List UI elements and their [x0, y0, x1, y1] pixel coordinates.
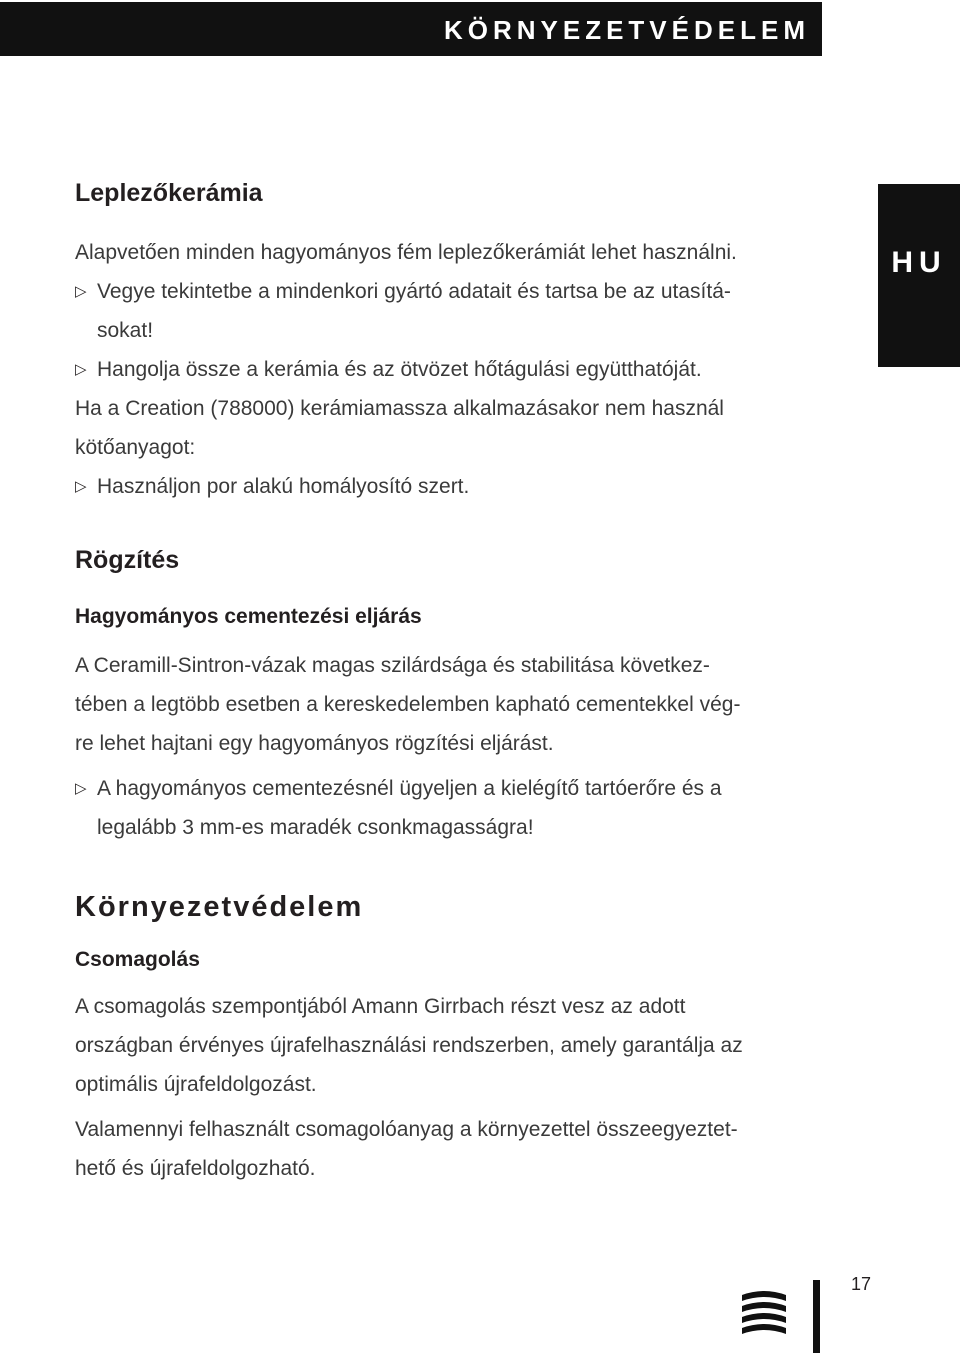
- paragraph-line: optimális újrafeldolgozást.: [75, 1073, 317, 1096]
- section-heading-rogzites: Rögzítés: [75, 546, 180, 574]
- paragraph-line: országban érvényes újrafelhasználási rendszerben, amely garantálja az: [75, 1034, 743, 1057]
- language-tab: [878, 184, 960, 367]
- paragraph-line: Valamennyi felhasznált csomagolóanyag a környezettel összeegyeztet-: [75, 1118, 738, 1141]
- list-item: [75, 272, 820, 350]
- bullet-text-line: A hagyományos cementezésnél ügyeljen a kielégítő tartóerőre és a: [97, 777, 722, 800]
- bullet-text-line: legalább 3 mm-es maradék csonkmagasságra!: [97, 816, 534, 839]
- amann-girrbach-logo-icon: [740, 1287, 788, 1335]
- page-number: 17: [851, 1274, 872, 1294]
- section-heading-leplezokeramia: Leplezőkerámia: [75, 179, 263, 207]
- paragraph-note: [75, 389, 820, 467]
- section-heading-kornyezetvedelem: Környezetvédelem: [75, 891, 364, 923]
- paragraph-intro: Alapvetően minden hagyományos fém leplezőkerámiát lehet használni.: [75, 241, 737, 264]
- triangle-bullet-icon: ▷: [75, 478, 87, 495]
- bullet-text-line: Vegye tekintetbe a mindenkori gyártó adatait és tartsa be az utasítá-: [97, 280, 731, 303]
- triangle-bullet-icon: ▷: [75, 361, 87, 378]
- footer-divider: [813, 1280, 820, 1353]
- list-item: [75, 467, 820, 506]
- triangle-bullet-icon: ▷: [75, 283, 87, 300]
- bullet-text-line: sokat!: [97, 319, 154, 342]
- paragraph-csomagolas-1: [75, 987, 820, 1104]
- triangle-bullet-icon: ▷: [75, 780, 87, 797]
- header-title: KÖRNYEZETVÉDELEM: [443, 15, 810, 45]
- bullet-text-line: Használjon por alakú homályosító szert.: [97, 475, 470, 498]
- subheading-cementezes: Hagyományos cementezési eljárás: [75, 605, 422, 628]
- subheading-csomagolas: Csomagolás: [75, 948, 200, 971]
- note-line: Ha a Creation (788000) kerámiamassza alkalmazásakor nem használ: [75, 397, 724, 420]
- paragraph-line: A csomagolás szempontjából Amann Girrbach részt vesz az adott: [75, 995, 686, 1018]
- list-item: [75, 769, 820, 847]
- paragraph-rogzites: [75, 646, 820, 763]
- list-item: [75, 350, 820, 389]
- language-label: HU: [891, 246, 947, 279]
- header-bar: [0, 2, 822, 56]
- page-content: [75, 175, 820, 1188]
- paragraph-line: re lehet hajtani egy hagyományos rögzítési eljárást.: [75, 732, 554, 755]
- paragraph-line: hető és újrafeldolgozható.: [75, 1157, 316, 1180]
- paragraph-line: A Ceramill-Sintron-vázak magas szilárdsága és stabilitása következ-: [75, 654, 710, 677]
- paragraph-csomagolas-2: [75, 1110, 820, 1188]
- note-line: kötőanyagot:: [75, 436, 196, 459]
- bullet-text-line: Hangolja össze a kerámia és az ötvözet hőtágulási együtthatóját.: [97, 358, 702, 381]
- paragraph-line: tében a legtöbb esetben a kereskedelemben kapható cementekkel vég-: [75, 693, 741, 716]
